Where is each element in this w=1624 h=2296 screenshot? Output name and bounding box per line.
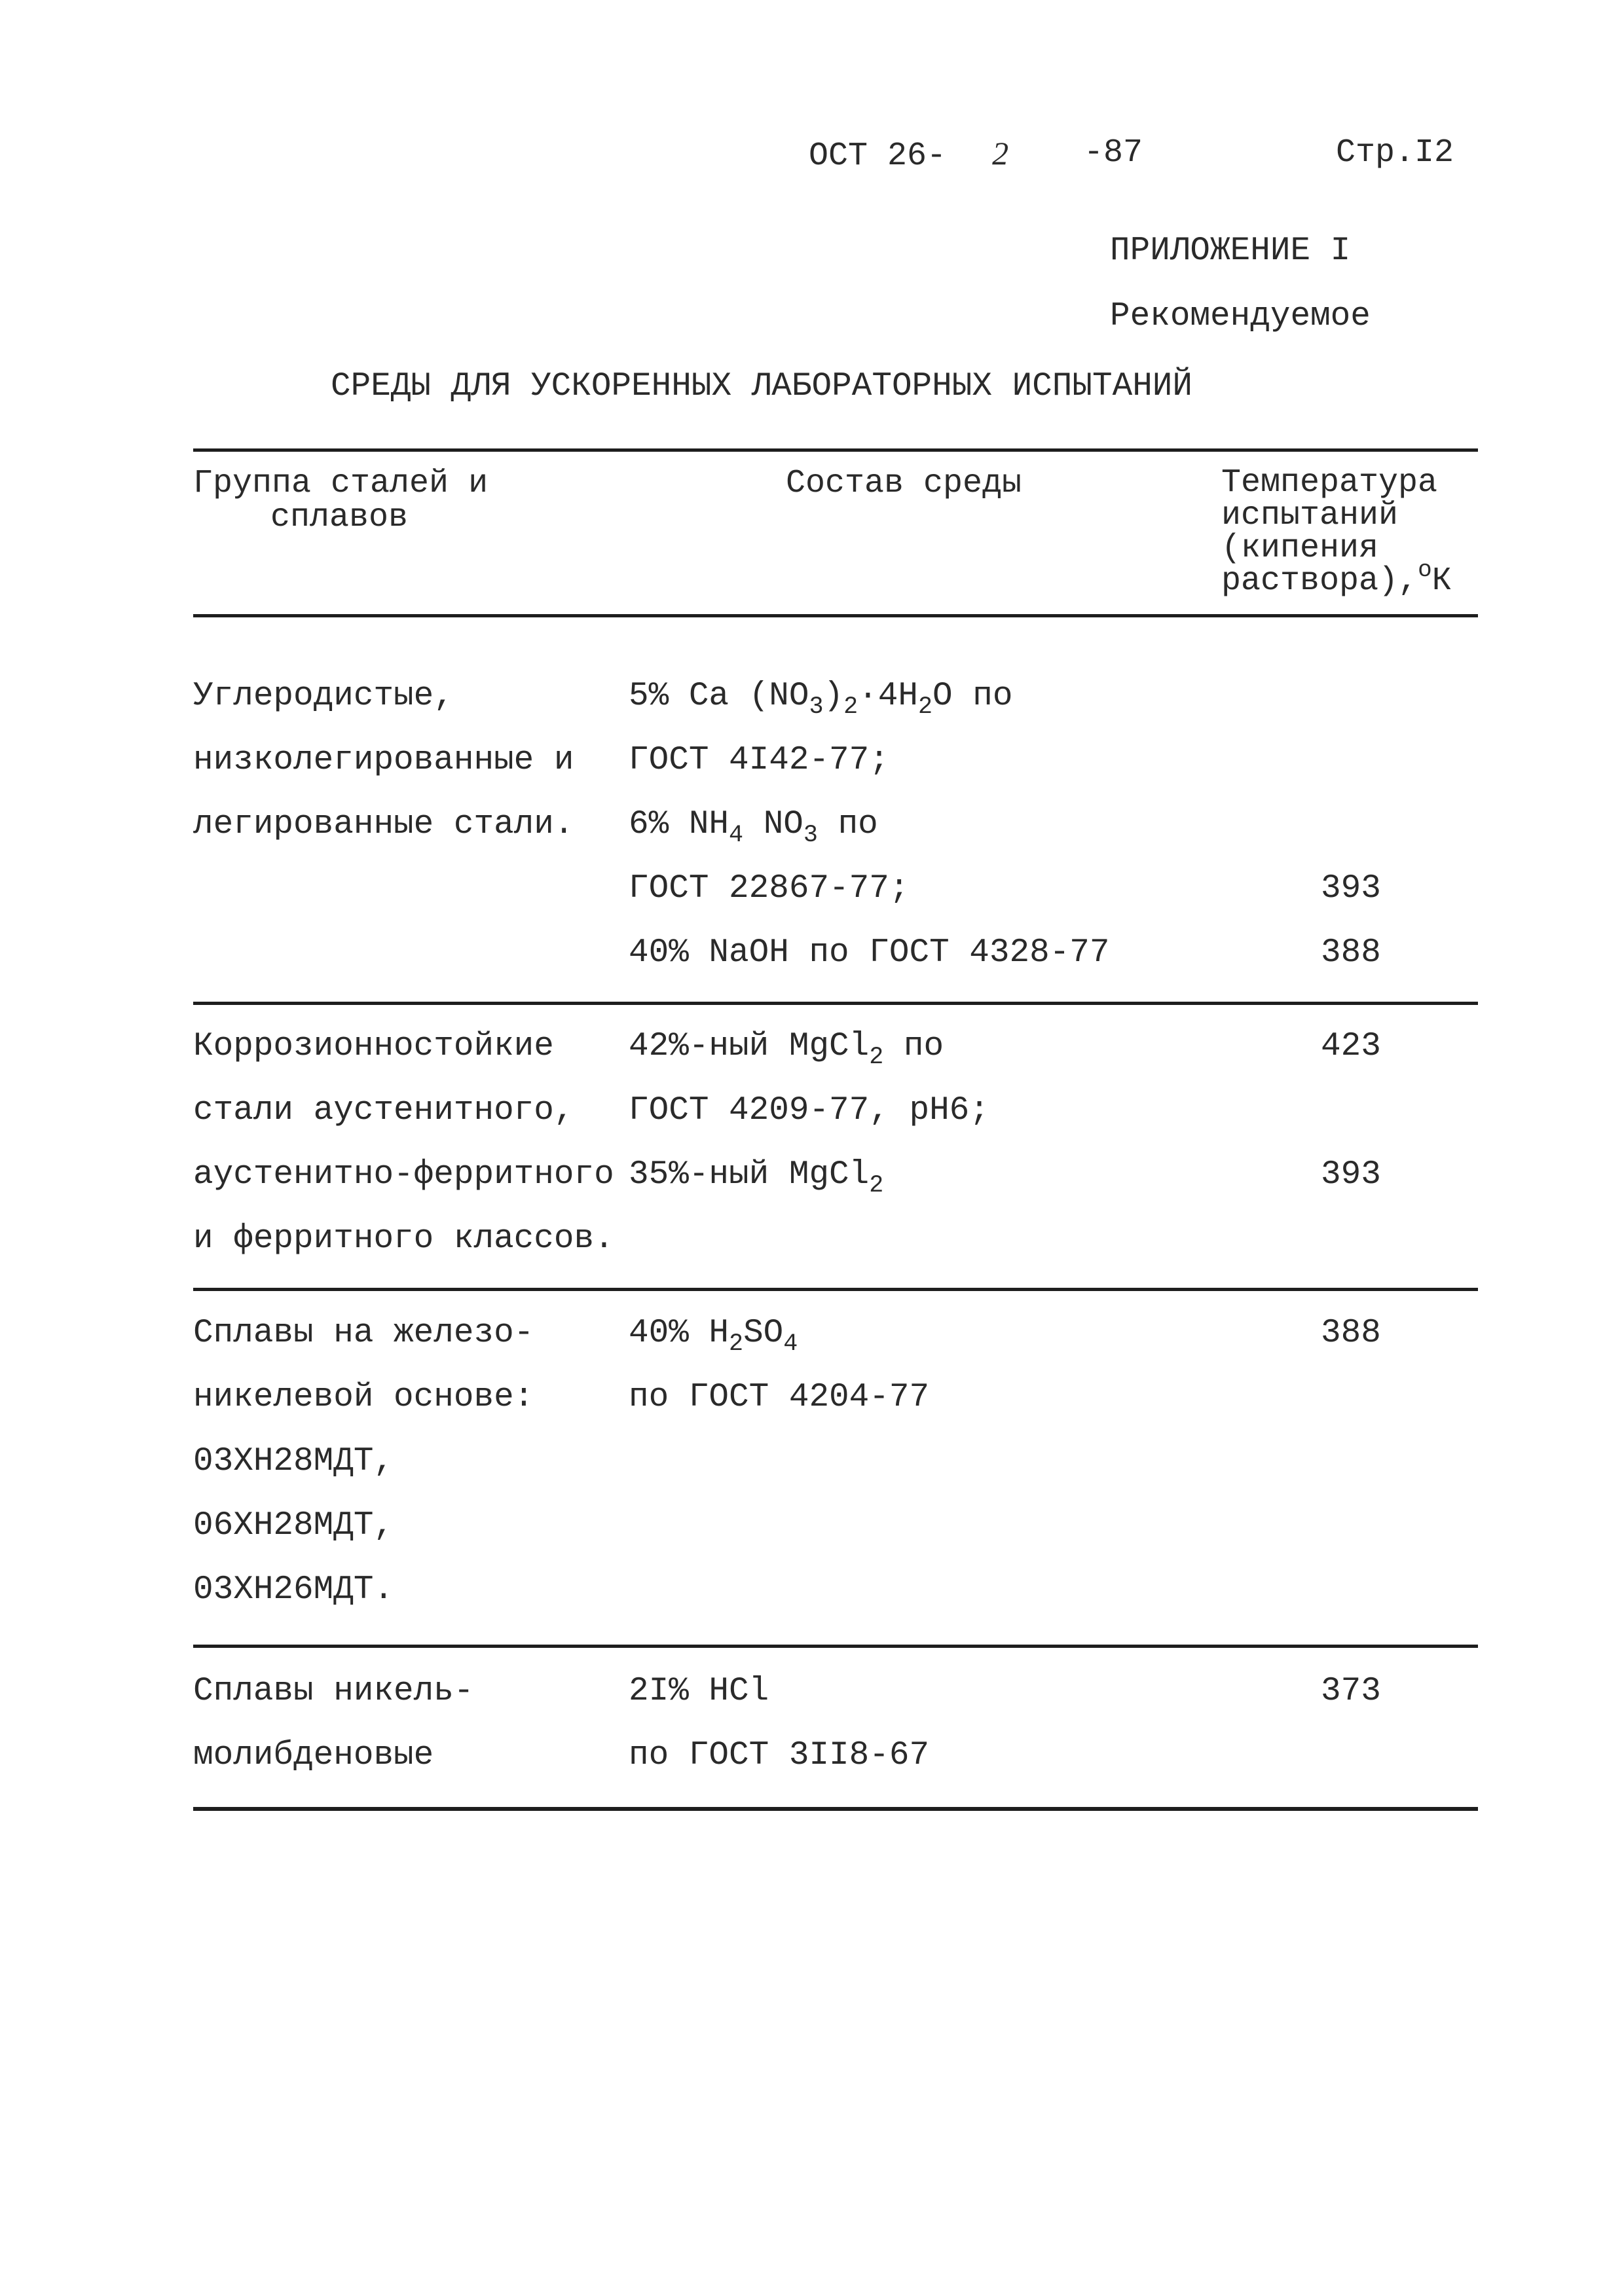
row1-medium-l1-g: O по [932,678,1013,715]
row1-medium-l1-pct: 5% [629,678,669,715]
row1-group-line2: низколегированные и [193,742,574,779]
appendix-label: ПРИЛОЖЕНИЕ I [1110,232,1351,270]
row1-medium-l3-a: NH [688,806,729,843]
row4-temperature-1: 373 [1321,1673,1381,1710]
table-bottom-rule [193,1807,1478,1811]
row1-medium-l3-b: 4 [729,821,744,849]
row2-group-line1: Коррозионностойкие [193,1028,554,1065]
column-header-group-line1: Группа сталей и [193,465,489,502]
row1-medium-l3-d: 3 [803,821,818,849]
row1-medium-l1-b: 3 [809,693,824,721]
row3-group-line1: Сплавы на железо- [193,1315,534,1352]
document-title: СРЕДЫ ДЛЯ УСКОРЕННЫХ ЛАБОРАТОРНЫХ ИСПЫТАНИЙ [331,368,1193,405]
column-header-temperature-line4-main: раствора), [1221,562,1418,600]
row2-medium-l1-a: 42%-ный MgCl [629,1028,870,1065]
table-top-rule [193,448,1478,452]
row2-medium-line1 [629,1028,944,1071]
row1-medium-l1-e: ·4H [858,678,918,715]
column-header-temperature-line4 [1221,556,1452,600]
row-divider-1 [193,1002,1478,1005]
standard-year: -87 [1084,134,1143,172]
row3-group-line2: никелевой основе: [193,1379,534,1416]
column-header-temperature-line2: испытаний [1221,497,1399,534]
row2-medium-line2: ГОСТ 4209-77, pH6; [629,1092,989,1129]
row1-group-line1: Углеродистые, [193,678,454,715]
row3-medium-l1-b: 2 [729,1330,744,1358]
row1-medium-l1-c: ) [823,678,844,715]
column-header-group [193,467,488,535]
row2-group-line2: стали аустенитного, [193,1092,574,1129]
row3-medium-l1-d: 4 [783,1330,798,1358]
row4-group-line1: Сплавы никель- [193,1673,474,1710]
row4-medium-line2: по ГОСТ 3II8-67 [629,1737,930,1774]
unit-kelvin: К [1431,562,1452,600]
page-number: Стр.I2 [1336,134,1454,172]
row3-medium-l1-a: 40% H [629,1315,729,1352]
standard-code [809,134,1008,175]
row3-group-line3: 03ХН28МДТ, [193,1443,394,1480]
row1-medium-l1-d: 2 [843,693,858,721]
row3-group-line5: 03ХН26МДТ. [193,1571,394,1609]
row3-temperature-1: 388 [1321,1315,1381,1352]
row2-medium-l1-c: по [883,1028,944,1065]
column-header-group-line2: сплавов [270,499,409,536]
row1-medium-l1-a: Ca (NO [688,678,809,715]
row1-medium-l3-e: по [817,806,878,843]
row1-group-line3: легированные стали. [193,806,574,843]
column-header-medium: Состав среды [786,465,1022,502]
row3-medium-line1 [629,1315,798,1358]
row1-medium-line4: ГОСТ 22867-77; [629,870,910,907]
row1-temperature-1: 393 [1321,870,1381,907]
standard-number: 2 [992,135,1009,172]
row2-medium-line3 [629,1156,884,1199]
column-header-temperature [1221,464,1452,600]
row1-medium-line5: 40% NaOH по ГОСТ 4328-77 [629,934,1110,972]
row1-temperature-2: 388 [1321,934,1381,972]
row4-medium-line1: 2I% HCl [629,1673,769,1710]
row1-medium-l1-f: 2 [918,693,933,721]
column-header-temperature-line3: (кипения [1221,530,1379,567]
row4-group-line2: молибденовые [193,1737,434,1774]
row2-medium-l3-b: 2 [869,1171,884,1199]
row1-medium-l3-pct: 6% [629,806,669,843]
appendix-status: Рекомендуемое [1110,298,1371,335]
column-header-temperature-line1: Температура [1221,464,1438,501]
degree-sign: о [1418,556,1432,584]
row2-group-line4: и ферритного классов. [193,1220,614,1258]
row1-medium-line1 [629,678,1013,721]
row-divider-2 [193,1288,1478,1291]
row2-group-line3: аустенитно-ферритного [193,1156,614,1194]
row2-medium-l1-b: 2 [869,1043,884,1071]
row2-temperature-1: 423 [1321,1028,1381,1065]
row1-medium-line3 [629,806,878,849]
header-bottom-rule [193,614,1478,617]
row-divider-3 [193,1645,1478,1648]
row1-medium-line2: ГОСТ 4I42-77; [629,742,889,779]
standard-prefix: ОСТ 26- [809,137,947,175]
row2-temperature-2: 393 [1321,1156,1381,1194]
row1-medium-l3-c: NO [743,806,803,843]
row3-medium-line2: по ГОСТ 4204-77 [629,1379,930,1416]
row3-group-line4: 06ХН28МДТ, [193,1507,394,1544]
row3-medium-l1-c: SO [743,1315,784,1352]
row2-medium-l3-a: 35%-ный MgCl [629,1156,870,1194]
